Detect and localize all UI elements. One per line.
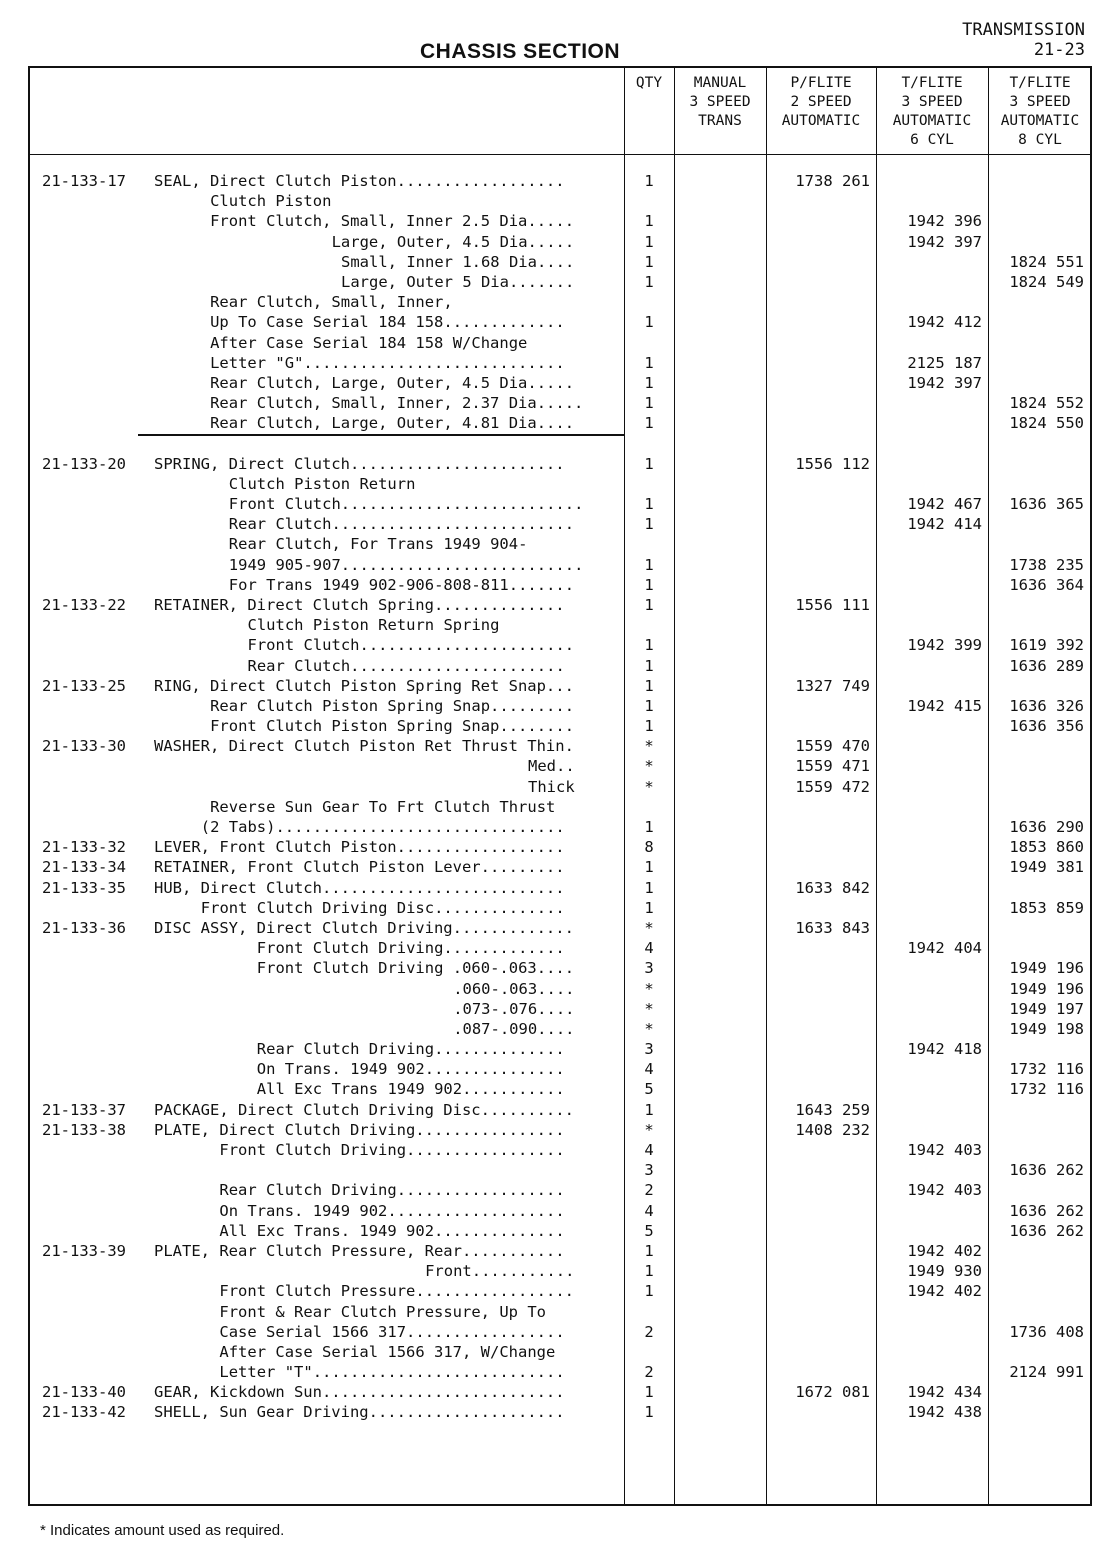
table-row [30, 474, 1090, 494]
table-row [30, 454, 1090, 474]
part-description: Front Clutch.......................... [228, 495, 584, 513]
quantity: * [644, 777, 654, 796]
table-row [30, 373, 1090, 393]
tflite-8cyl-part-number: 1636 364 [1009, 575, 1084, 594]
part-description: SEAL, Direct Clutch Piston.................. [154, 172, 565, 190]
tflite-8cyl-part-number: 1738 235 [1009, 555, 1084, 574]
tflite-6cyl-part-number: 1949 930 [907, 1262, 982, 1281]
quantity: 1 [644, 313, 654, 332]
table-row [30, 1362, 1090, 1382]
table-row [30, 1221, 1090, 1241]
table-row [30, 433, 1090, 453]
page-title: CHASSIS SECTION [420, 40, 621, 63]
quantity: 2 [644, 1322, 654, 1341]
tflite-6cyl-part-number: 1942 397 [907, 232, 982, 251]
page-number: 21-23 [1033, 40, 1085, 60]
part-description: Rear Clutch....................... [247, 656, 565, 675]
part-description: RETAINER, Front Clutch Piston Lever......... [154, 858, 565, 877]
part-description: Large, Outer, 4.5 Dia..... [331, 232, 575, 251]
quantity: * [644, 999, 654, 1018]
pflite-part-number: 1559 472 [795, 777, 870, 796]
part-description: On Trans. 1949 902............... [256, 1060, 565, 1079]
quantity: 1 [644, 595, 654, 614]
pflite-part-number: 1672 081 [795, 1383, 870, 1402]
quantity: 4 [644, 1141, 654, 1159]
part-description: Large, Outer 5 Dia....... [341, 272, 575, 291]
table-row [30, 171, 1090, 191]
tflite-6cyl-part-number: 1942 402 [907, 1282, 982, 1301]
quantity: 1 [644, 1100, 654, 1119]
table-row [30, 1261, 1090, 1281]
part-description: 1949 905-907.......................... [228, 555, 584, 574]
table-row [30, 797, 1090, 817]
quantity: 1 [644, 878, 654, 897]
table-row [30, 1180, 1090, 1200]
part-description: Rear Clutch, For Trans 1949 904- [228, 535, 528, 554]
col-header-line: QTY [635, 75, 663, 91]
parts-rows [30, 171, 1090, 1423]
tflite-8cyl-part-number: 1636 262 [1009, 1201, 1084, 1220]
table-row [30, 857, 1090, 877]
quantity: 4 [644, 939, 654, 958]
footnote: * Indicates amount used as required. [40, 1522, 285, 1539]
part-description: Clutch Piston Return Spring [247, 616, 500, 635]
tflite-8cyl-part-number: 1732 116 [1009, 1080, 1084, 1099]
quantity: 1 [644, 394, 654, 413]
part-description: Front Clutch Piston Spring Snap........ [210, 717, 575, 736]
tflite-6cyl-part-number: 1942 404 [907, 939, 982, 958]
table-row [30, 534, 1090, 554]
tflite-8cyl-part-number: 1824 549 [1009, 272, 1084, 291]
part-number: 21-133-39 [42, 1241, 126, 1260]
part-description: Rear Clutch, Large, Outer, 4.5 Dia..... [210, 373, 575, 392]
pflite-part-number: 1738 261 [795, 172, 870, 190]
part-description: All Exc Trans. 1949 902.............. [219, 1221, 565, 1240]
table-row [30, 615, 1090, 635]
quantity: 1 [644, 676, 654, 695]
table-row [30, 1059, 1090, 1079]
pflite-part-number: 1556 112 [795, 454, 870, 473]
table-row [30, 696, 1090, 716]
quantity: * [644, 918, 654, 937]
part-number: 21-133-30 [42, 737, 126, 756]
tflite-8cyl-part-number: 1949 197 [1009, 999, 1084, 1018]
part-description: Thick [528, 777, 575, 796]
part-description: Small, Inner 1.68 Dia.... [341, 252, 575, 271]
tflite-8cyl-part-number: 1824 552 [1009, 394, 1084, 413]
quantity: 4 [644, 1060, 654, 1079]
tflite-8cyl-part-number: 1949 196 [1009, 959, 1084, 978]
col-header-line: AUTOMATIC [781, 113, 861, 129]
quantity: 1 [644, 555, 654, 574]
quantity: 1 [644, 898, 654, 917]
table-row [30, 1079, 1090, 1099]
section-label: TRANSMISSION [962, 20, 1085, 40]
tflite-8cyl-part-number: 1636 326 [1009, 696, 1084, 715]
pflite-part-number: 1559 470 [795, 737, 870, 756]
quantity: 2 [644, 1363, 654, 1382]
part-number: 21-133-32 [42, 838, 126, 857]
part-description: PACKAGE, Direct Clutch Driving Disc.......... [154, 1100, 574, 1119]
tflite-6cyl-part-number: 1942 438 [907, 1403, 982, 1422]
part-number: 21-133-38 [42, 1120, 126, 1139]
table-row [30, 1402, 1090, 1422]
tflite-6cyl-part-number: 1942 399 [907, 636, 982, 655]
table-row [30, 918, 1090, 938]
quantity: 1 [644, 212, 654, 231]
table-row [30, 716, 1090, 736]
col-header-tflite-6 [876, 74, 988, 150]
table-row [30, 777, 1090, 797]
page-header-right [962, 20, 1085, 60]
col-header-line: T/FLITE [1009, 75, 1071, 91]
tflite-8cyl-part-number: 1949 196 [1009, 979, 1084, 998]
table-row [30, 999, 1090, 1019]
pflite-part-number: 1633 843 [795, 918, 870, 937]
quantity: * [644, 1120, 654, 1139]
table-row [30, 1019, 1090, 1039]
tflite-8cyl-part-number: 1619 392 [1009, 636, 1084, 655]
quantity: 5 [644, 1221, 654, 1240]
part-description: For Trans 1949 902-906-808-811....... [228, 575, 575, 594]
tflite-6cyl-part-number: 1942 402 [907, 1241, 982, 1260]
part-description: Rear Clutch.......................... [228, 515, 575, 534]
part-description: PLATE, Rear Clutch Pressure, Rear........... [154, 1241, 565, 1260]
table-row [30, 756, 1090, 776]
quantity: 8 [644, 838, 654, 857]
col-header-qty [624, 74, 674, 93]
part-description: All Exc Trans 1949 902........... [256, 1080, 565, 1099]
tflite-8cyl-part-number: 1949 198 [1009, 1019, 1084, 1038]
part-number: 21-133-35 [42, 878, 126, 897]
table-row [30, 817, 1090, 837]
table-row [30, 1140, 1090, 1160]
tflite-8cyl-part-number: 1853 860 [1009, 838, 1084, 857]
quantity: 1 [644, 636, 654, 655]
quantity: 1 [644, 272, 654, 291]
table-row [30, 1241, 1090, 1261]
part-description: RING, Direct Clutch Piston Spring Ret Snap... [154, 676, 574, 695]
part-description: Case Serial 1566 317................. [219, 1322, 565, 1341]
table-row [30, 1039, 1090, 1059]
table-row [30, 979, 1090, 999]
tflite-8cyl-part-number: 1636 365 [1009, 495, 1084, 513]
part-description: After Case Serial 1566 317, W/Change [219, 1342, 556, 1361]
part-description: Front & Rear Clutch Pressure, Up To [219, 1302, 547, 1321]
table-row [30, 837, 1090, 857]
quantity: 3 [644, 1161, 654, 1180]
tflite-6cyl-part-number: 1942 414 [907, 515, 982, 534]
part-description: .060-.063.... [453, 979, 575, 998]
quantity: 5 [644, 1080, 654, 1099]
table-row [30, 333, 1090, 353]
header-divider [30, 154, 1090, 155]
tflite-8cyl-part-number: 1949 381 [1009, 858, 1084, 877]
table-row [30, 312, 1090, 332]
part-description: After Case Serial 184 158 W/Change [210, 333, 528, 352]
tflite-6cyl-part-number: 1942 396 [907, 212, 982, 231]
quantity: 1 [644, 1262, 654, 1281]
col-header-line: 3 SPEED [1009, 94, 1071, 110]
table-row [30, 1302, 1090, 1322]
tflite-8cyl-part-number: 1636 356 [1009, 717, 1084, 736]
table-row [30, 635, 1090, 655]
tflite-8cyl-part-number: 1636 262 [1009, 1161, 1084, 1180]
col-header-line: AUTOMATIC [892, 113, 972, 129]
table-row [30, 292, 1090, 312]
part-description: Rear Clutch, Small, Inner, 2.37 Dia..... [210, 394, 584, 413]
part-description: Clutch Piston [210, 192, 332, 211]
part-number: 21-133-17 [42, 172, 126, 190]
part-description: Clutch Piston Return [228, 474, 416, 493]
quantity: 1 [644, 373, 654, 392]
part-description: Front Clutch....................... [247, 636, 575, 655]
pflite-part-number: 1327 749 [795, 676, 870, 695]
quantity: * [644, 737, 654, 756]
part-description: Front Clutch Driving................. [219, 1141, 565, 1159]
table-row [30, 1160, 1090, 1180]
part-description: Letter "G"............................ [210, 353, 565, 372]
table-row [30, 878, 1090, 898]
table-row [30, 1281, 1090, 1301]
part-description: Rear Clutch Piston Spring Snap......... [210, 696, 575, 715]
part-description: Front Clutch Driving Disc.............. [200, 898, 565, 917]
table-row [30, 898, 1090, 918]
tflite-6cyl-part-number: 1942 467 [907, 495, 982, 513]
part-description: .073-.076.... [453, 999, 575, 1018]
quantity: 1 [644, 717, 654, 736]
part-description: WASHER, Direct Clutch Piston Ret Thrust Thin. [154, 737, 574, 756]
part-description: On Trans. 1949 902................... [219, 1201, 565, 1220]
part-description: Rear Clutch Driving.................. [219, 1181, 565, 1200]
quantity: 1 [644, 858, 654, 877]
table-row [30, 1342, 1090, 1362]
table-row [30, 1100, 1090, 1120]
col-header-tflite-8 [988, 74, 1092, 150]
quantity: 1 [644, 172, 654, 190]
col-header-line: P/FLITE [790, 75, 852, 91]
quantity: 4 [644, 1201, 654, 1220]
part-description: Front Clutch Driving .060-.063.... [256, 959, 575, 978]
quantity: * [644, 1019, 654, 1038]
quantity: 1 [644, 414, 654, 433]
table-row [30, 252, 1090, 272]
part-number: 21-133-22 [42, 595, 126, 614]
part-description: Rear Clutch, Large, Outer, 4.81 Dia.... [210, 414, 575, 433]
part-description: HUB, Direct Clutch.......................... [154, 878, 565, 897]
table-row [30, 958, 1090, 978]
col-header-line: 3 SPEED [689, 94, 751, 110]
tflite-6cyl-part-number: 1942 434 [907, 1383, 982, 1402]
quantity: 3 [644, 959, 654, 978]
part-description: Rear Clutch, Small, Inner, [210, 293, 453, 312]
col-header-line: AUTOMATIC [1000, 113, 1080, 129]
part-description: SPRING, Direct Clutch....................... [154, 454, 565, 473]
tflite-6cyl-part-number: 1942 397 [907, 373, 982, 392]
pflite-part-number: 1633 842 [795, 878, 870, 897]
quantity: 1 [644, 495, 654, 513]
tflite-8cyl-part-number: 1824 550 [1009, 414, 1084, 433]
table-row [30, 938, 1090, 958]
col-header-line: 8 CYL [1018, 132, 1062, 148]
table-row [30, 575, 1090, 595]
col-header-line: TRANS [698, 113, 742, 129]
quantity: 2 [644, 1181, 654, 1200]
table-row [30, 555, 1090, 575]
pflite-part-number: 1643 259 [795, 1100, 870, 1119]
tflite-6cyl-part-number: 1942 415 [907, 696, 982, 715]
table-row [30, 232, 1090, 252]
tflite-6cyl-part-number: 1942 412 [907, 313, 982, 332]
pflite-part-number: 1559 471 [795, 757, 870, 776]
part-description: .087-.090.... [453, 1019, 575, 1038]
part-description: Front Clutch, Small, Inner 2.5 Dia..... [210, 212, 575, 231]
col-header-pflite [766, 74, 876, 131]
part-description: RETAINER, Direct Clutch Spring.............. [154, 595, 565, 614]
table-row [30, 393, 1090, 413]
tflite-8cyl-part-number: 1636 262 [1009, 1221, 1084, 1240]
table-row [30, 514, 1090, 534]
table-row [30, 1201, 1090, 1221]
tflite-8cyl-part-number: 1732 116 [1009, 1060, 1084, 1079]
table-row [30, 191, 1090, 211]
part-number: 21-133-36 [42, 918, 126, 937]
part-number: 21-133-37 [42, 1100, 126, 1119]
pflite-part-number: 1408 232 [795, 1120, 870, 1139]
table-row [30, 595, 1090, 615]
quantity: 1 [644, 515, 654, 534]
tflite-8cyl-part-number: 1824 551 [1009, 252, 1084, 271]
quantity: 1 [644, 1383, 654, 1402]
table-row [30, 494, 1090, 514]
part-description: Front........... [425, 1262, 575, 1281]
table-row [30, 353, 1090, 373]
part-description: Med.. [528, 757, 575, 776]
quantity: 1 [644, 232, 654, 251]
quantity: 1 [644, 1282, 654, 1301]
part-description: SHELL, Sun Gear Driving..................... [154, 1403, 565, 1422]
col-header-line: 2 SPEED [790, 94, 852, 110]
part-description: GEAR, Kickdown Sun.......................... [154, 1383, 565, 1402]
part-description: Rear Clutch Driving.............. [256, 1040, 565, 1059]
part-number: 21-133-34 [42, 858, 126, 877]
part-number: 21-133-25 [42, 676, 126, 695]
part-description: Front Clutch Driving............. [256, 939, 565, 958]
tflite-6cyl-part-number: 1942 403 [907, 1181, 982, 1200]
part-number: 21-133-20 [42, 454, 126, 473]
quantity: 1 [644, 252, 654, 271]
col-header-line: 3 SPEED [901, 94, 963, 110]
part-description: Letter "T"........................... [219, 1363, 565, 1382]
tflite-8cyl-part-number: 1736 408 [1009, 1322, 1084, 1341]
part-number: 21-133-42 [42, 1403, 126, 1422]
col-header-line: 6 CYL [910, 132, 954, 148]
quantity: 1 [644, 818, 654, 836]
table-row [30, 413, 1090, 433]
quantity: 1 [644, 353, 654, 372]
quantity: 1 [644, 1403, 654, 1422]
part-description: Front Clutch Pressure................. [219, 1282, 574, 1301]
table-row [30, 1382, 1090, 1402]
pflite-part-number: 1556 111 [795, 595, 870, 614]
tflite-6cyl-part-number: 2125 187 [907, 353, 982, 372]
tflite-6cyl-part-number: 1942 403 [907, 1141, 982, 1159]
tflite-8cyl-part-number: 1636 289 [1009, 656, 1084, 675]
part-description: (2 Tabs)............................... [200, 818, 565, 836]
part-description: Up To Case Serial 184 158............. [210, 313, 565, 332]
quantity: 1 [644, 1241, 654, 1260]
part-description: Reverse Sun Gear To Frt Clutch Thrust [210, 797, 556, 816]
quantity: 3 [644, 1040, 654, 1059]
tflite-8cyl-part-number: 1636 290 [1009, 818, 1084, 836]
col-header-line: MANUAL [693, 75, 747, 91]
parts-table [28, 66, 1092, 1506]
table-row [30, 272, 1090, 292]
quantity: * [644, 757, 654, 776]
quantity: * [644, 979, 654, 998]
col-header-line: T/FLITE [901, 75, 963, 91]
part-description: LEVER, Front Clutch Piston.................. [154, 838, 565, 857]
tflite-8cyl-part-number: 2124 991 [1009, 1363, 1084, 1382]
part-description: PLATE, Direct Clutch Driving................ [154, 1120, 565, 1139]
tflite-6cyl-part-number: 1942 418 [907, 1040, 982, 1059]
quantity: 1 [644, 656, 654, 675]
table-row [30, 211, 1090, 231]
table-row [30, 1322, 1090, 1342]
quantity: 1 [644, 575, 654, 594]
part-number: 21-133-40 [42, 1383, 126, 1402]
table-row [30, 676, 1090, 696]
quantity: 1 [644, 454, 654, 473]
tflite-8cyl-part-number: 1853 859 [1009, 898, 1084, 917]
col-header-manual [674, 74, 766, 131]
part-description: DISC ASSY, Direct Clutch Driving............. [154, 918, 574, 937]
quantity: 1 [644, 696, 654, 715]
table-row [30, 656, 1090, 676]
table-row [30, 1120, 1090, 1140]
table-row [30, 736, 1090, 756]
